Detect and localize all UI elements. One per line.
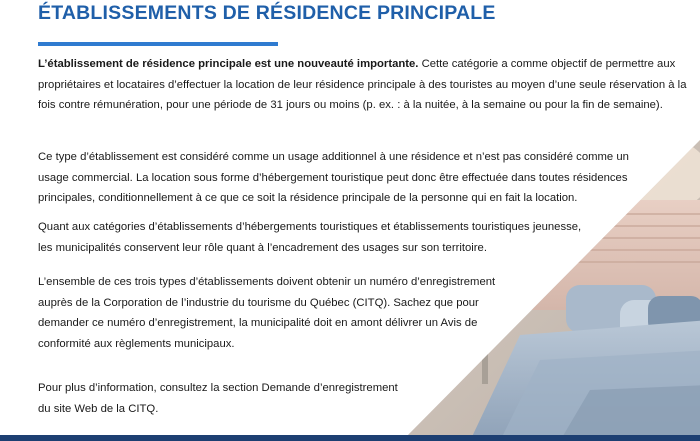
usage-line-3: principales, conditionnellement à ce que ce soit la résidence principale de la personne qui en fait la location. <box>38 192 578 204</box>
intro-lead: L’établissement de résidence principale est une nouveauté importante. <box>38 58 419 70</box>
more-info-line-2: du site Web de la CITQ. <box>38 402 159 415</box>
paragraph-usage <box>38 147 678 209</box>
title-underline <box>38 42 278 46</box>
paragraph-more-info <box>38 378 458 419</box>
intro-body: Cette catégorie a comme objectif de permettre aux propriétaires et locataires d’effectuer la location de leur résidence principale à des touristes au moyen d’une seule réservation à la fois contre rémunération, pour une période de 31 jours ou moins (p. ex. : à la nuitée, à la semaine ou pour la fin de semaine). <box>38 58 687 111</box>
page-title: ÉTABLISSEMENTS DE RÉSIDENCE PRINCIPALE <box>38 2 496 24</box>
more-info-line-1: Pour plus d’information, consultez la section Demande d’enregistrement <box>38 382 398 394</box>
paragraph-registration <box>38 272 538 354</box>
registration-line-1: L’ensemble de ces trois types d’établissements doivent obtenir un numéro d’enregistrement <box>38 276 496 288</box>
municipalities-line-2: les municipalités conservent leur rôle quant à l’encadrement des usages sur son territoire. <box>38 241 487 254</box>
usage-line-1: Ce type d’établissement est considéré comme un usage additionnel à une résidence et n’est pas considéré comme un <box>38 151 629 163</box>
registration-line-2: auprès de la Corporation de l’industrie du tourisme du Québec (CITQ). Sachez que pour <box>38 296 479 309</box>
bottom-bar <box>0 435 700 441</box>
municipalities-line-1: Quant aux catégories d’établissements d’hébergements touristiques et établissements touristiques jeunesse, <box>38 221 582 233</box>
paragraph-intro <box>38 54 688 116</box>
usage-line-2: usage commercial. La location sous forme d’hébergement touristique peut donc être effectuée dans toutes résidences <box>38 171 628 184</box>
paragraph-municipalities <box>38 217 618 258</box>
registration-line-4: conformité aux règlements municipaux. <box>38 337 235 350</box>
registration-line-3: demander ce numéro d’enregistrement, la municipalité doit en amont délivrer un Avis de <box>38 317 478 329</box>
